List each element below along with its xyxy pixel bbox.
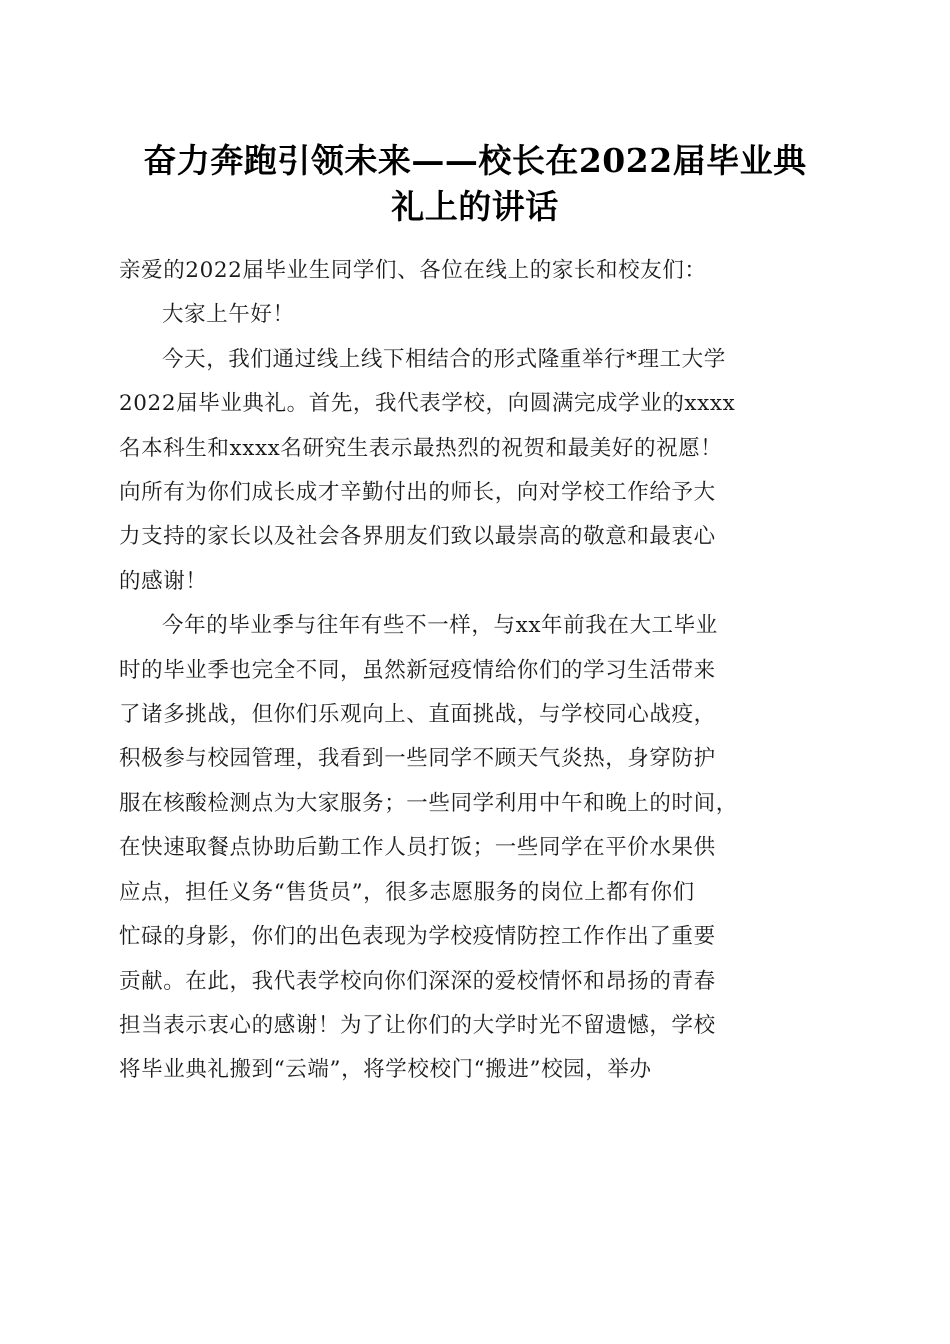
paragraph-line: 时的毕业季也完全不同，虽然新冠疫情给你们的学习生活带来 <box>119 657 716 683</box>
paragraph-line: 名本科生和xxxx名研究生表示最热烈的祝贺和最美好的祝愿！ <box>119 435 723 461</box>
paragraph-line: 将毕业典礼搬到“云端”，将学校校门“搬进”校园，举办 <box>119 1057 652 1083</box>
paragraph-line: 向所有为你们成长成才辛勤付出的师长，向对学校工作给予大 <box>119 480 716 506</box>
document-title <box>110 138 840 230</box>
paragraph-line: 贡献。在此，我代表学校向你们深深的爱校情怀和昂扬的青春 <box>119 968 716 994</box>
greeting-line: 大家上午好！ <box>162 302 295 328</box>
paragraph-opening <box>119 338 839 604</box>
document-body <box>119 249 839 1093</box>
paragraph-line: 今年的毕业季与往年有些不一样，与xx年前我在大工毕业 <box>162 613 718 639</box>
paragraph-line: 2022届毕业典礼。首先，我代表学校，向圆满完成学业的xxxx <box>119 391 736 417</box>
paragraph-line: 在快速取餐点协助后勤工作人员打饭；一些同学在平价水果供 <box>119 835 716 861</box>
paragraph-line: 的感谢！ <box>119 568 208 594</box>
paragraph-graduation-season <box>119 604 839 1092</box>
paragraph-line: 担当表示衷心的感谢！为了让你们的大学时光不留遗憾，学校 <box>119 1012 716 1038</box>
paragraph-line: 了诸多挑战，但你们乐观向上、直面挑战，与学校同心战疫， <box>119 702 716 728</box>
title-line: 礼上的讲话 <box>391 187 559 226</box>
paragraph-line: 力支持的家长以及社会各界朋友们致以最崇高的敬意和最衷心 <box>119 524 716 550</box>
title-line: 奋力奔跑引领未来——校长在2022届毕业典 <box>143 141 807 180</box>
paragraph-line: 忙碌的身影，你们的出色表现为学校疫情防控工作作出了重要 <box>119 924 716 950</box>
paragraph-line: 今天，我们通过线上线下相结合的形式隆重举行*理工大学 <box>162 346 726 372</box>
paragraph-line: 应点，担任义务“售货员”，很多志愿服务的岗位上都有你们 <box>119 879 695 905</box>
salutation <box>119 249 839 293</box>
salutation-line: 亲爱的2022届毕业生同学们、各位在线上的家长和校友们： <box>119 258 707 283</box>
paragraph-line: 服在核酸检测点为大家服务；一些同学利用中午和晚上的时间， <box>119 790 738 816</box>
paragraph-line: 积极参与校园管理，我看到一些同学不顾天气炎热，身穿防护 <box>119 746 716 772</box>
greeting <box>119 293 839 337</box>
